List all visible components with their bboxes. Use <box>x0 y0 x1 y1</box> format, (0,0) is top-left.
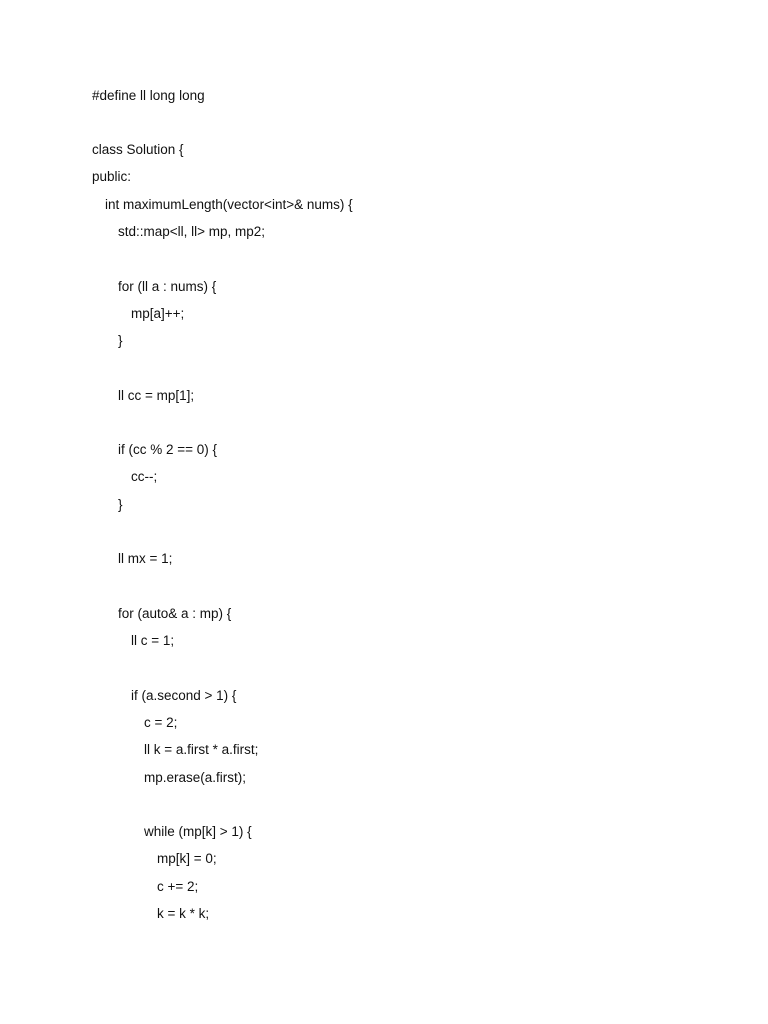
code-line: } <box>118 497 123 512</box>
code-line: } <box>118 333 123 348</box>
code-line: mp[a]++; <box>131 306 185 321</box>
code-line: ll cc = mp[1]; <box>118 388 195 403</box>
code-line: class Solution { <box>92 142 184 157</box>
code-line: ll k = a.first * a.first; <box>144 742 259 757</box>
code-line: public: <box>92 169 132 184</box>
code-line: ll c = 1; <box>131 633 175 648</box>
code-line: mp[k] = 0; <box>157 851 217 866</box>
code-line: std::map<ll, ll> mp, mp2; <box>118 224 266 239</box>
code-line: mp.erase(a.first); <box>144 770 247 785</box>
code-line: ll mx = 1; <box>118 551 173 566</box>
code-line: if (a.second > 1) { <box>131 688 237 703</box>
code-line: c += 2; <box>157 879 199 894</box>
code-line: #define ll long long <box>92 88 205 103</box>
code-line: for (auto& a : mp) { <box>118 606 232 621</box>
code-line: while (mp[k] > 1) { <box>144 824 252 839</box>
code-line: for (ll a : nums) { <box>118 279 217 294</box>
code-line: int maximumLength(vector<int>& nums) { <box>105 197 353 212</box>
code-line: cc--; <box>131 469 158 484</box>
code-line: c = 2; <box>144 715 178 730</box>
code-line: k = k * k; <box>157 906 210 921</box>
code-line: if (cc % 2 == 0) { <box>118 442 218 457</box>
